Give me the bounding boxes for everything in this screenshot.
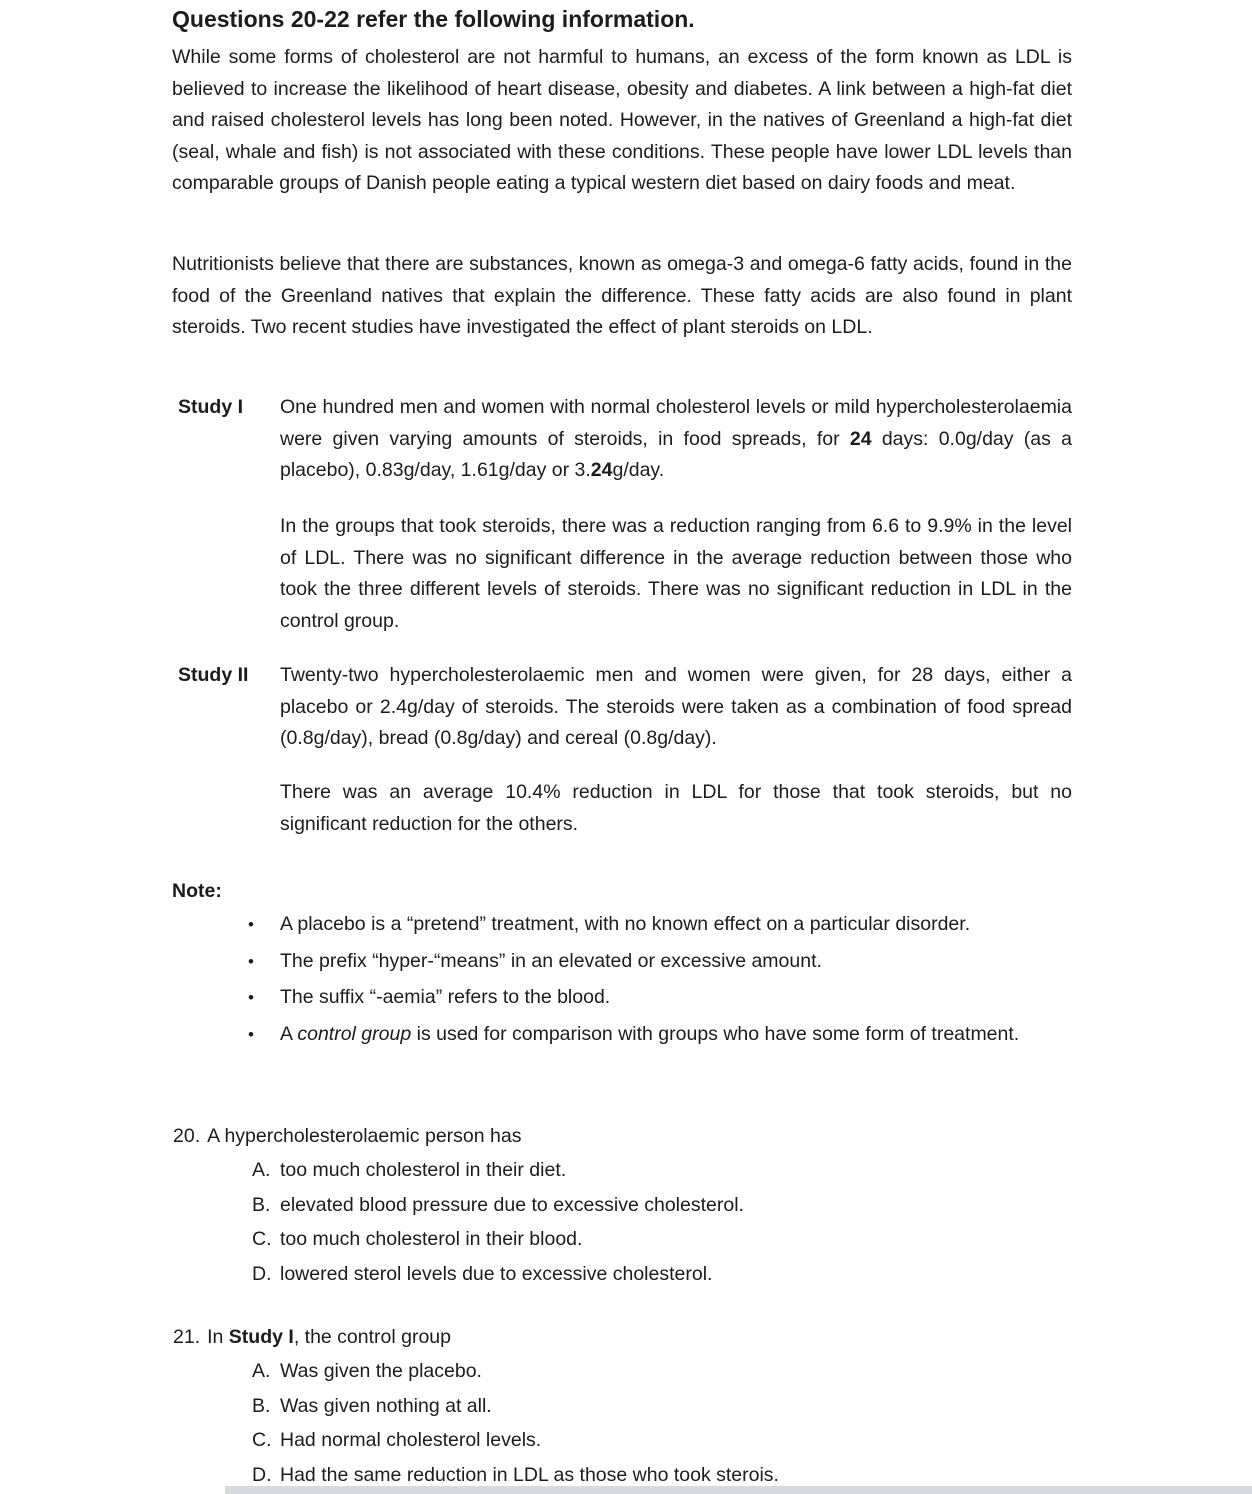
option-row bbox=[252, 1190, 1072, 1222]
question-20-options bbox=[252, 1155, 1072, 1293]
option-row bbox=[252, 1356, 1072, 1388]
note-bullet bbox=[248, 1019, 1072, 1051]
note-bullet-text: A placebo is a “pretend” treatment, with no known effect on a particular disorder. bbox=[280, 913, 971, 935]
option-letter: C. bbox=[252, 1429, 272, 1451]
option-row bbox=[252, 1155, 1072, 1187]
study-1-row bbox=[178, 392, 1072, 487]
option-text: Had the same reduction in LDL as those who took sterois. bbox=[280, 1463, 779, 1486]
page-bottom-edge bbox=[225, 1486, 1252, 1494]
option-text: Was given nothing at all. bbox=[280, 1394, 492, 1417]
bullet-icon: • bbox=[248, 915, 254, 934]
option-row bbox=[252, 1224, 1072, 1256]
option-letter: D. bbox=[252, 1262, 272, 1285]
note-bullet-text: The prefix “hyper-“means” in an elevated or excessive amount. bbox=[280, 949, 822, 972]
question-20 bbox=[173, 1121, 1072, 1153]
note-heading: Note: bbox=[172, 880, 222, 902]
study-1-paragraph-1: One hundred men and women with normal cholesterol levels or mild hypercholesterolaemia were given varying amounts of steroids, in food spreads, for 24 days: 0.0g/day (as a placebo), 0.83g/day, 1.61g/day or 3.24g/day. bbox=[280, 396, 1072, 481]
study-2-label: Study II bbox=[178, 664, 249, 686]
question-20-text: A hypercholesterolaemic person has bbox=[207, 1125, 522, 1147]
option-text: too much cholesterol in their blood. bbox=[280, 1228, 583, 1250]
page-title: Questions 20-22 refer the following information. bbox=[172, 6, 695, 32]
question-21 bbox=[173, 1322, 1072, 1354]
option-row bbox=[252, 1391, 1072, 1423]
study-2-row bbox=[178, 660, 1072, 755]
study-1-label: Study I bbox=[178, 396, 244, 418]
option-letter: A. bbox=[252, 1159, 271, 1181]
option-letter: B. bbox=[252, 1394, 271, 1417]
question-21-text: In Study I, the control group bbox=[207, 1326, 451, 1348]
intro-paragraph-2: Nutritionists believe that there are substances, known as omega-3 and omega-6 fatty acids, found in the food of the Greenland natives that explain the difference. These fatty acids are also found in plant steroids. Two recent studies have investigated the effect of plant steroids on LDL. bbox=[172, 253, 1072, 338]
note-bullet bbox=[248, 909, 1072, 941]
bullet-icon: • bbox=[248, 1024, 254, 1044]
option-letter: A. bbox=[252, 1360, 271, 1382]
option-letter: C. bbox=[252, 1228, 272, 1250]
option-text: too much cholesterol in their diet. bbox=[280, 1159, 567, 1181]
question-21-number: 21. bbox=[173, 1326, 201, 1348]
option-text: lowered sterol levels due to excessive cholesterol. bbox=[280, 1262, 713, 1285]
note-bullet-text: The suffix “-aemia” refers to the blood. bbox=[280, 986, 611, 1008]
question-21-options bbox=[252, 1356, 1072, 1494]
note-bullet bbox=[248, 946, 1072, 978]
question-20-number: 20. bbox=[173, 1125, 201, 1147]
option-row bbox=[252, 1425, 1072, 1457]
intro-paragraph-1: While some forms of cholesterol are not harmful to humans, an excess of the form known as LDL is believed to increase the likelihood of heart disease, obesity and diabetes. A link between a high-fat diet and raised cholesterol levels has long been noted. However, in the natives of Greenland a high-fat diet (seal, whale and fish) is not associated with these conditions. These people have lower LDL levels than comparable groups of Danish people eating a typical western diet based on dairy foods and meat. bbox=[172, 46, 1072, 194]
option-row bbox=[252, 1259, 1072, 1291]
note-bullet-list bbox=[248, 909, 1072, 1055]
study-1-paragraph-2: In the groups that took steroids, there was a reduction ranging from 6.6 to 9.9% in the level of LDL. There was no significant difference in the average reduction between those who took the three different levels of steroids. There was no significant reduction in LDL in the control group. bbox=[280, 515, 1072, 632]
bullet-icon: • bbox=[248, 951, 254, 971]
bullet-icon: • bbox=[248, 988, 254, 1007]
option-text: Was given the placebo. bbox=[280, 1360, 482, 1382]
study-2-paragraph-1: Twenty-two hypercholesterolaemic men and women were given, for 28 days, either a placebo or 2.4g/day of steroids. The steroids were taken as a combination of food spread (0.8g/day), bread (0.8g/day) and cereal (0.8g/day). bbox=[280, 664, 1072, 749]
option-text: elevated blood pressure due to excessive cholesterol. bbox=[280, 1193, 744, 1216]
note-bullet-text: A control group is used for comparison with groups who have some form of treatment. bbox=[280, 1022, 1020, 1045]
note-bullet bbox=[248, 982, 1072, 1014]
option-letter: B. bbox=[252, 1193, 271, 1216]
option-letter: D. bbox=[252, 1463, 272, 1486]
study-2-paragraph-2: There was an average 10.4% reduction in LDL for those that took steroids, but no significant reduction for the others. bbox=[280, 781, 1072, 835]
option-text: Had normal cholesterol levels. bbox=[280, 1429, 542, 1451]
